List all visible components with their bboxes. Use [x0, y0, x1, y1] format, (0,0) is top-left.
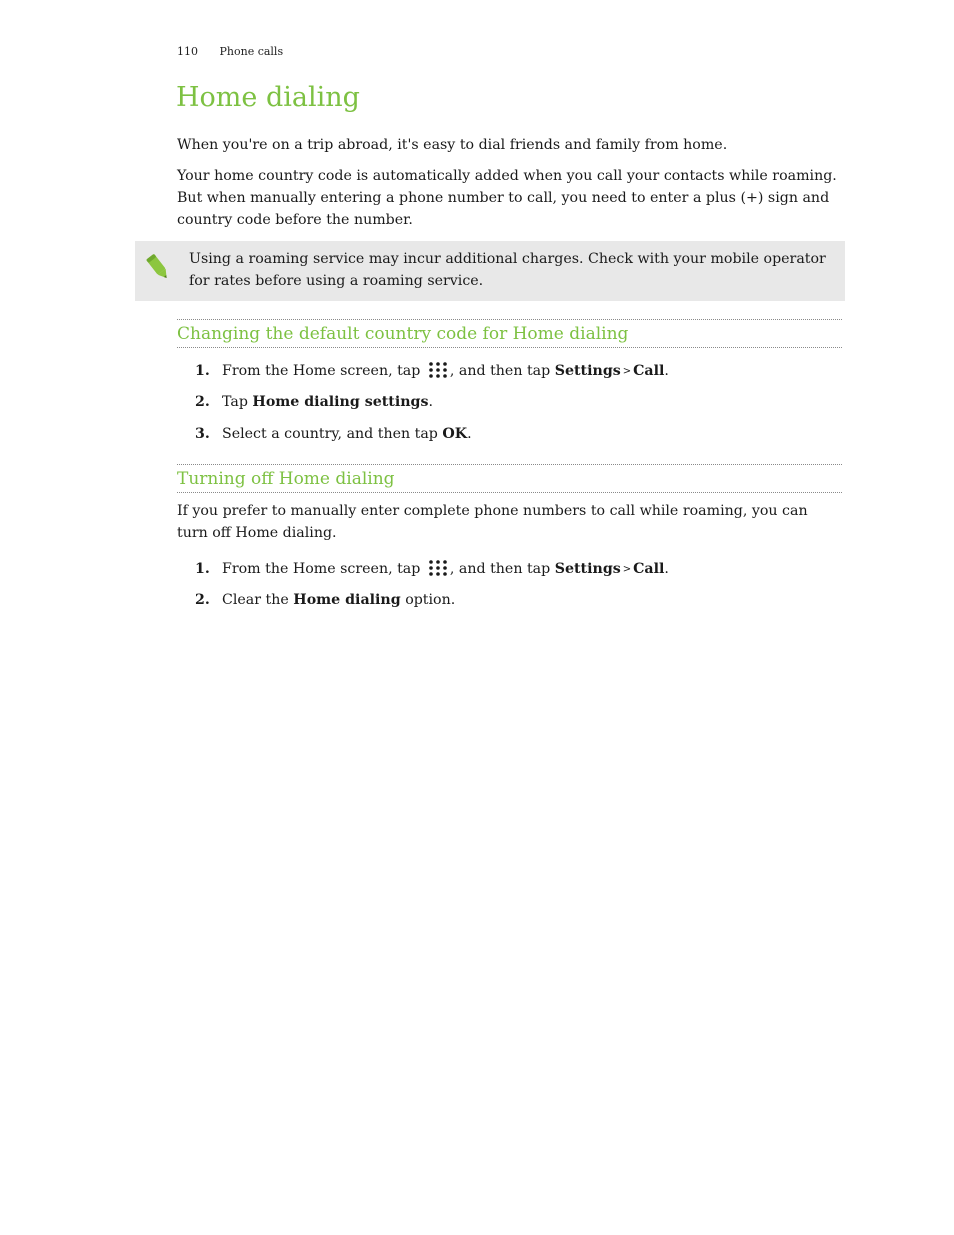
pencil-note-icon [145, 252, 171, 282]
call-label: Call [633, 561, 665, 577]
settings-label: Settings [554, 561, 621, 577]
apps-grid-icon [428, 559, 448, 577]
list-item: 1. From the Home screen, tap , and then tap Settings > Call. [195, 561, 669, 577]
section-heading-country-code: Changing the default country code for Home dialing [177, 319, 842, 348]
note-box [135, 241, 845, 301]
section-heading-turning-off: Turning off Home dialing [177, 464, 842, 493]
home-dialing-label: Home dialing [293, 592, 401, 608]
page-title: Home dialing [176, 82, 360, 113]
settings-label: Settings [554, 363, 621, 379]
intro-paragraph: Your home country code is automatically added when you call your contacts while roaming. But when manually entering a phone number to call, you need to enter a plus (+) sign and country code before the number. [177, 168, 837, 228]
list-item: 2. Tap Home dialing settings. [195, 394, 433, 410]
list-item: 3. Select a country, and then tap OK. [195, 426, 472, 442]
list-item: 2. Clear the Home dialing option. [195, 592, 456, 608]
section-intro: If you prefer to manually enter complete phone numbers to call while roaming, you can turn off Home dialing. [177, 503, 808, 541]
separator: > [622, 564, 632, 575]
home-dialing-settings-label: Home dialing settings [252, 394, 429, 410]
call-label: Call [633, 363, 665, 379]
intro-paragraph: When you're on a trip abroad, it's easy to dial friends and family from home. [177, 137, 728, 153]
list-item: 1. From the Home screen, tap , and then tap Settings > Call. [195, 363, 669, 379]
apps-grid-icon [428, 361, 448, 379]
section-name: Phone calls [219, 45, 284, 58]
page-number: 110 [177, 45, 198, 58]
note-text: Using a roaming service may incur additional charges. Check with your mobile operator for rates before using a roaming service. [189, 251, 826, 289]
separator: > [622, 366, 632, 377]
page-header [177, 45, 283, 58]
ok-label: OK [442, 426, 468, 442]
